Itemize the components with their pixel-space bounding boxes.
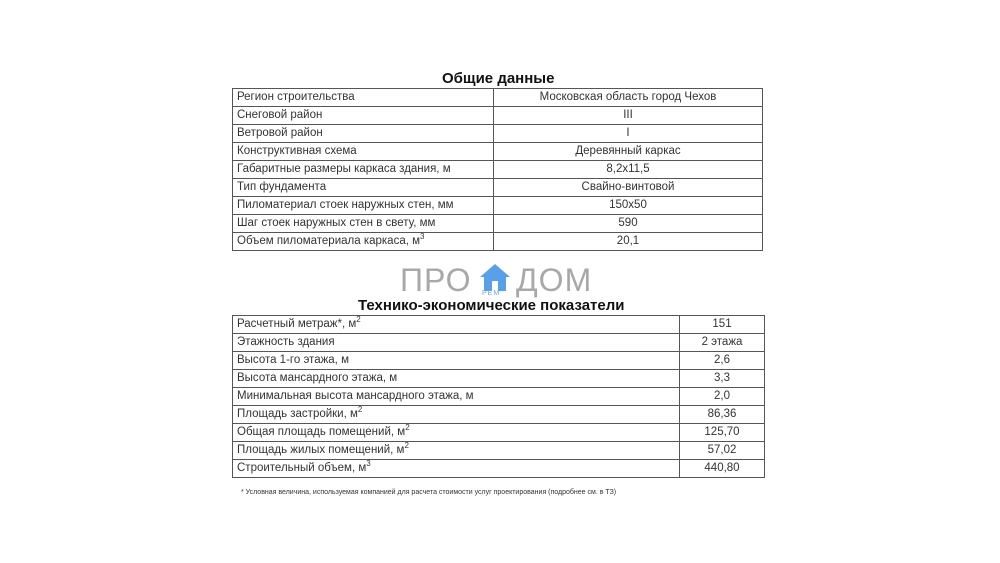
company-logo — [398, 262, 603, 298]
row-label: Ветровой район — [233, 125, 494, 143]
row-value: 151 — [680, 316, 765, 334]
row-value: Деревянный каркас — [494, 143, 763, 161]
row-label-text: Общая площадь помещений, м — [237, 426, 406, 438]
row-value: 20,1 — [494, 233, 763, 251]
row-value: 2 этажа — [680, 334, 765, 352]
row-value: III — [494, 107, 763, 125]
table-row — [233, 442, 765, 460]
row-label-text: Расчетный метраж*, м — [237, 318, 357, 330]
unit-exponent: 3 — [420, 232, 425, 242]
row-label: Пиломатериал стоек наружных стен, мм — [233, 197, 494, 215]
row-value: 2,0 — [680, 388, 765, 406]
row-label: Регион строительства — [233, 89, 494, 107]
row-label-text: Строительный объем, м — [237, 462, 367, 474]
row-value: Московская область город Чехов — [494, 89, 763, 107]
row-label: Конструктивная схема — [233, 143, 494, 161]
row-label: Высота 1-го этажа, м — [233, 352, 680, 370]
row-label: Снеговой район — [233, 107, 494, 125]
table-row — [233, 233, 763, 251]
row-value: Свайно-винтовой — [494, 179, 763, 197]
row-value: 2,6 — [680, 352, 765, 370]
table-row — [233, 424, 765, 442]
row-value: 440,80 — [680, 460, 765, 478]
logo-text-right: ДОМ — [516, 262, 593, 298]
row-value: 86,36 — [680, 406, 765, 424]
unit-exponent: 3 — [366, 459, 371, 469]
table-row — [233, 179, 763, 197]
unit-exponent: 2 — [357, 405, 363, 415]
table-row — [233, 334, 765, 352]
row-label — [233, 406, 680, 424]
table-row — [233, 370, 765, 388]
row-value: I — [494, 125, 763, 143]
general-data-table — [232, 88, 763, 251]
logo-text-left: ПРО — [400, 262, 472, 298]
table-row — [233, 460, 765, 478]
logo-subtext: РЕМ — [482, 290, 501, 297]
row-label — [233, 424, 680, 442]
row-value: 3,3 — [680, 370, 765, 388]
footnote: * Условная величина, используемая компанией для расчета стоимости услуг проектирования (подробнее см. в ТЗ) — [241, 489, 617, 496]
row-label — [233, 460, 680, 478]
table-row — [233, 107, 763, 125]
table-row — [233, 406, 765, 424]
table-row — [233, 352, 765, 370]
unit-exponent: 2 — [356, 315, 361, 325]
row-value: 125,70 — [680, 424, 765, 442]
table-row — [233, 143, 763, 161]
table-row — [233, 125, 763, 143]
table-row — [233, 89, 763, 107]
row-label-text: Объем пиломатериала каркаса, м — [237, 235, 421, 247]
row-label-text: Площадь застройки, м — [237, 408, 358, 420]
row-label: Этажность здания — [233, 334, 680, 352]
row-label: Минимальная высота мансардного этажа, м — [233, 388, 680, 406]
table-row — [233, 388, 765, 406]
row-label: Высота мансардного этажа, м — [233, 370, 680, 388]
general-data-title: Общие данные — [442, 70, 555, 87]
row-value: 57,02 — [680, 442, 765, 460]
row-label — [233, 316, 680, 334]
row-label: Тип фундамента — [233, 179, 494, 197]
row-label — [233, 442, 680, 460]
table-row — [233, 197, 763, 215]
tech-indicators-table — [232, 315, 765, 478]
row-value: 150х50 — [494, 197, 763, 215]
row-value: 8,2х11,5 — [494, 161, 763, 179]
table-row — [233, 316, 765, 334]
row-label: Шаг стоек наружных стен в свету, мм — [233, 215, 494, 233]
row-label: Габаритные размеры каркаса здания, м — [233, 161, 494, 179]
row-label — [233, 233, 494, 251]
row-value: 590 — [494, 215, 763, 233]
tech-indicators-title: Технико-экономические показатели — [358, 297, 625, 314]
unit-exponent: 2 — [405, 423, 410, 433]
row-label-text: Площадь жилых помещений, м — [237, 444, 405, 456]
table-row — [233, 161, 763, 179]
table-row — [233, 215, 763, 233]
unit-exponent: 2 — [404, 441, 409, 451]
